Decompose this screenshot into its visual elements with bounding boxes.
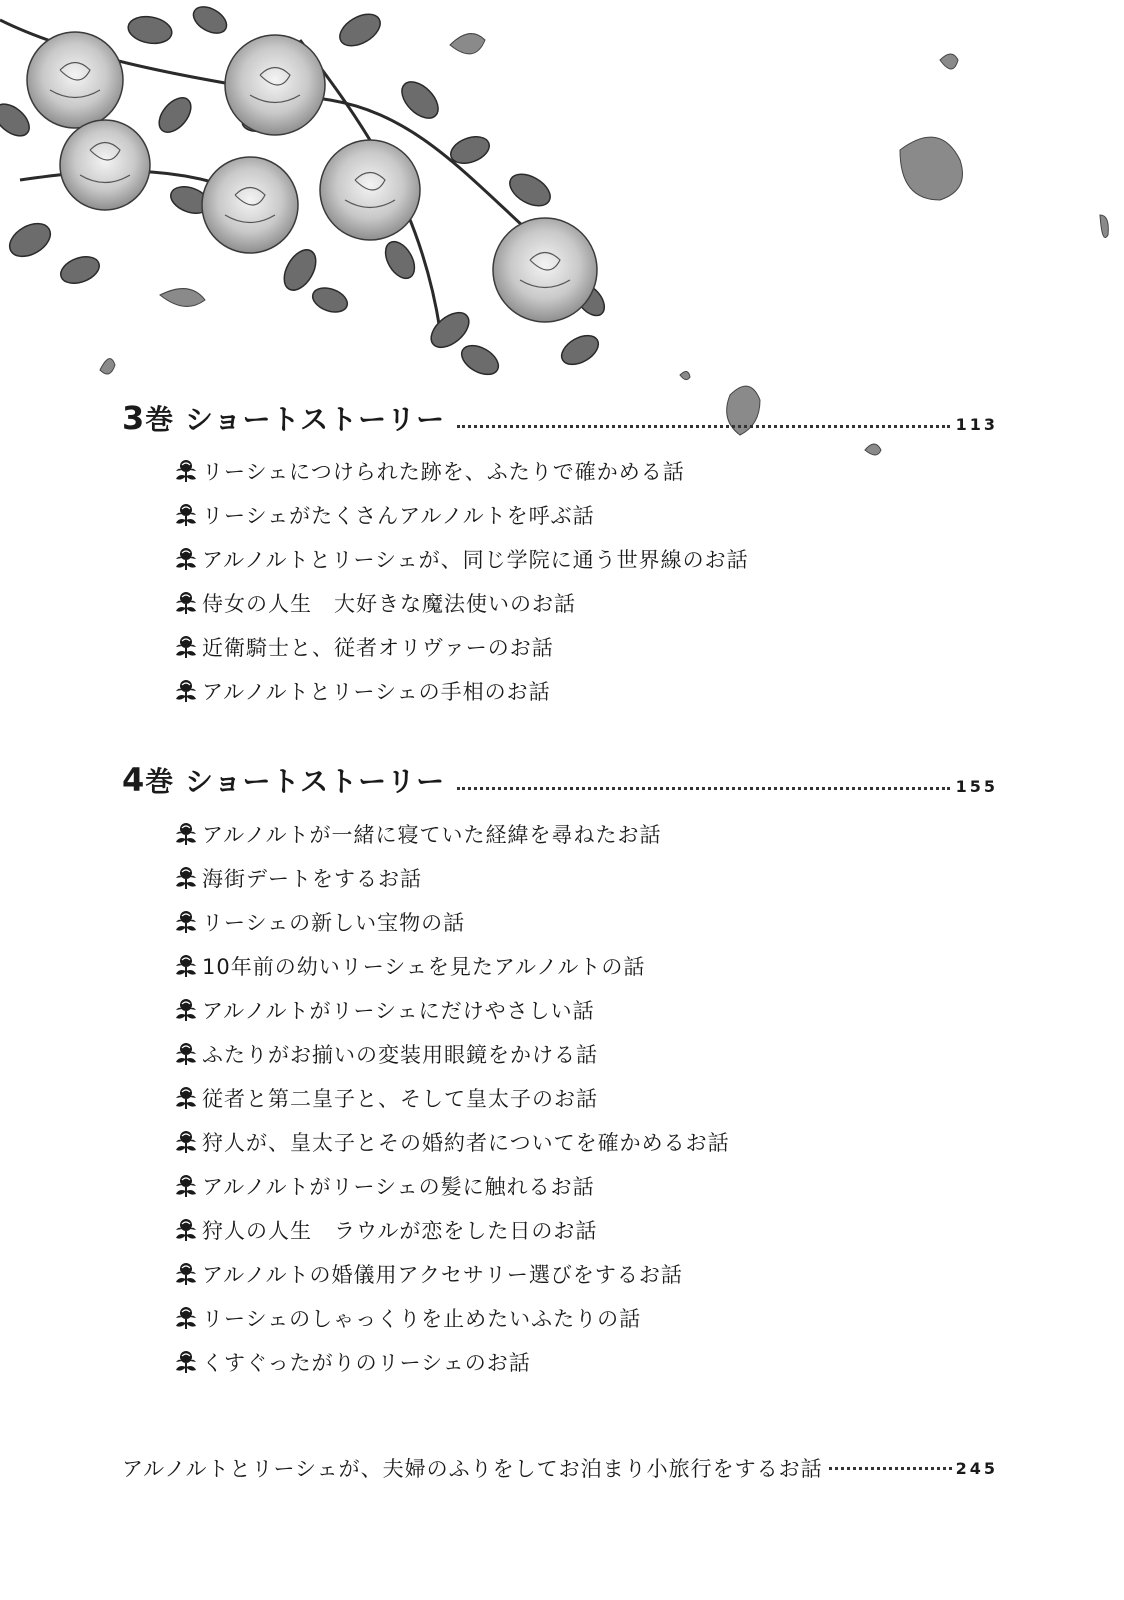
list-item[interactable]: リーシェがたくさんアルノルトを呼ぶ話 <box>172 493 749 537</box>
list-item[interactable]: アルノルトがリーシェにだけやさしい話 <box>172 988 730 1032</box>
story-list-vol3 <box>172 449 749 713</box>
list-item[interactable]: 近衛騎士と、従者オリヴァーのお話 <box>172 625 749 669</box>
list-item[interactable]: 10年前の幼いリーシェを見たアルノルトの話 <box>172 944 730 988</box>
list-item[interactable]: 侍女の人生 大好きな魔法使いのお話 <box>172 581 749 625</box>
list-item[interactable]: リーシェのしゃっくりを止めたいふたりの話 <box>172 1296 730 1340</box>
list-item[interactable]: アルノルトが一緒に寝ていた経緯を尋ねたお話 <box>172 812 730 856</box>
page-number: 245 <box>955 1458 998 1478</box>
final-entry-title: アルノルトとリーシェが、夫婦のふりをしてお泊まり小旅行をするお話 <box>122 1457 823 1481</box>
leader-dots <box>457 787 949 790</box>
list-item[interactable]: アルノルトとリーシェの手相のお話 <box>172 669 749 713</box>
rose-bullet-icon <box>172 952 200 980</box>
rose-bullet-icon <box>172 1084 200 1112</box>
rose-bullet-icon <box>172 864 200 892</box>
rose-bullet-icon <box>172 996 200 1024</box>
page-number: 113 <box>955 415 998 434</box>
rose-bullet-icon <box>172 457 200 485</box>
list-item[interactable]: アルノルトの婚儀用アクセサリー選びをするお話 <box>172 1252 730 1296</box>
list-item[interactable]: くすぐったがりのリーシェのお話 <box>172 1340 730 1384</box>
list-item[interactable]: 従者と第二皇子と、そして皇太子のお話 <box>172 1076 730 1120</box>
list-item[interactable]: アルノルトとリーシェが、同じ学院に通う世界線のお話 <box>172 537 749 581</box>
leader-dots <box>457 425 949 428</box>
rose-bullet-icon <box>172 1216 200 1244</box>
rose-bullet-icon <box>172 1304 200 1332</box>
rose-bullet-icon <box>172 1348 200 1376</box>
leader-dots <box>829 1467 952 1470</box>
rose-bullet-icon <box>172 633 200 661</box>
section-heading-vol3[interactable] <box>122 398 998 438</box>
list-item[interactable]: リーシェにつけられた跡を、ふたりで確かめる話 <box>172 449 749 493</box>
rose-bullet-icon <box>172 820 200 848</box>
list-item[interactable]: 狩人の人生 ラウルが恋をした日のお話 <box>172 1208 730 1252</box>
rose-bullet-icon <box>172 545 200 573</box>
rose-bullet-icon <box>172 908 200 936</box>
rose-bullet-icon <box>172 677 200 705</box>
list-item[interactable]: アルノルトがリーシェの髪に触れるお話 <box>172 1164 730 1208</box>
rose-bullet-icon <box>172 589 200 617</box>
rose-bullet-icon <box>172 1040 200 1068</box>
rose-bullet-icon <box>172 1128 200 1156</box>
rose-bullet-icon <box>172 501 200 529</box>
section-heading-vol4[interactable] <box>122 760 998 800</box>
list-item[interactable]: 海街デートをするお話 <box>172 856 730 900</box>
final-entry[interactable] <box>122 1448 998 1488</box>
list-item[interactable]: 狩人が、皇太子とその婚約者についてを確かめるお話 <box>172 1120 730 1164</box>
section-title: 4巻 ショートストーリー <box>122 761 446 799</box>
page-number: 155 <box>955 777 998 796</box>
section-title: 3巻 ショートストーリー <box>122 399 446 437</box>
rose-bullet-icon <box>172 1172 200 1200</box>
list-item[interactable]: リーシェの新しい宝物の話 <box>172 900 730 944</box>
rose-bullet-icon <box>172 1260 200 1288</box>
list-item[interactable]: ふたりがお揃いの変装用眼鏡をかける話 <box>172 1032 730 1076</box>
story-list-vol4 <box>172 812 730 1384</box>
